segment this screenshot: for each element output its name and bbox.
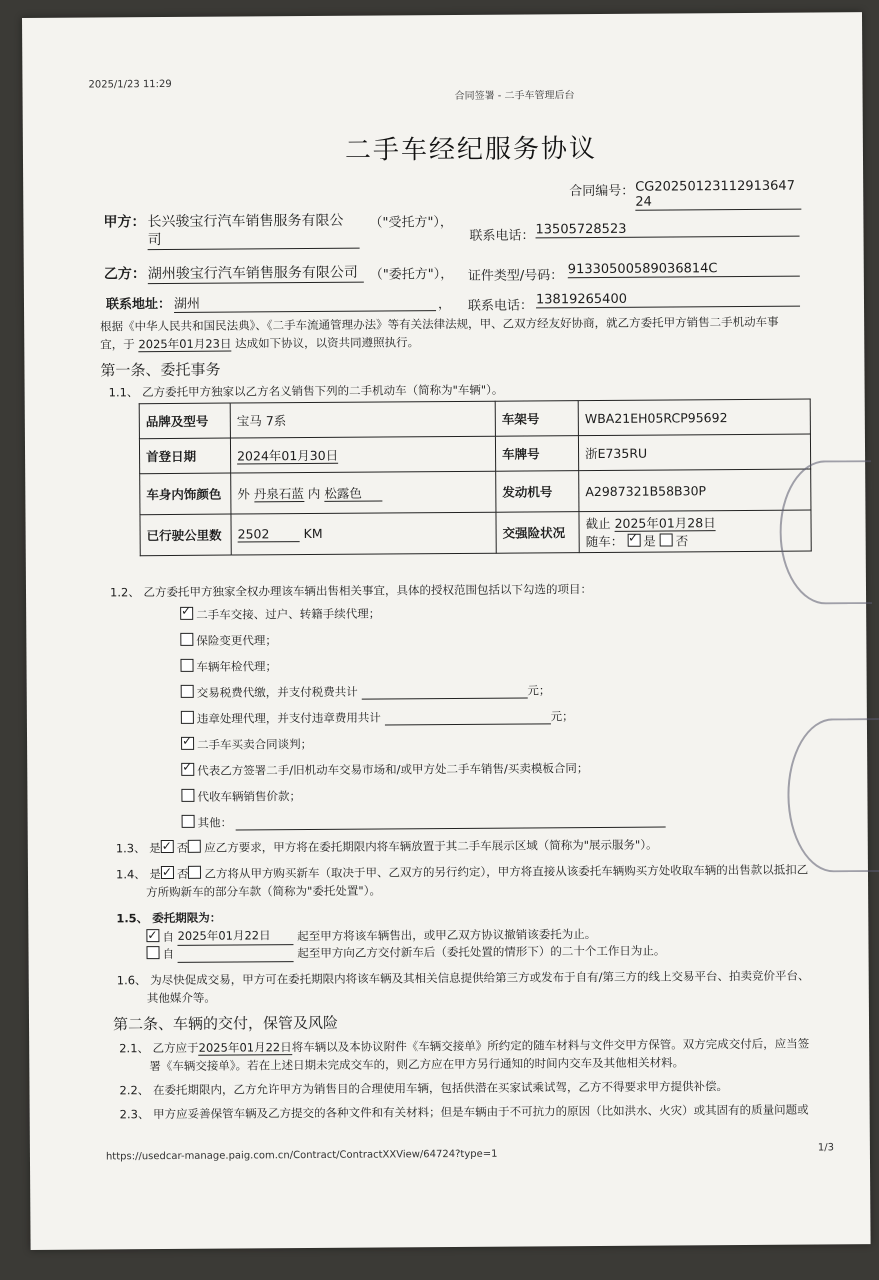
insurance-no-checkbox[interactable]	[660, 533, 673, 546]
party-a-name-line1: 长兴骏宝行汽车销售服务有限公	[147, 212, 344, 231]
auth-item-label: 二手车买卖合同谈判；	[197, 736, 313, 752]
party-a-name-line2: 司	[147, 228, 359, 250]
brand-label: 品牌及型号	[139, 403, 230, 439]
clause-2-1-text-b: 将车辆以及本协议附件《车辆交接单》所约定的随车材料与文件交甲方保管。双方完成交付后，应当签	[291, 1036, 810, 1055]
disposal-no-checkbox[interactable]	[188, 866, 201, 879]
company-seal-partial-2	[787, 718, 879, 873]
term-b-text: 起至甲方向乙方交付新车后（委托处置的情形下）的二十个工作日为止。	[297, 943, 666, 961]
insurance-yes-label: 是	[643, 533, 656, 549]
auth-item-label: 代收车辆销售价款；	[197, 789, 301, 804]
clause-2-3: 2.3、 甲方应妥善保管车辆及乙方提交的各种文件和有关材料；但是车辆由于不可抗力的原因（比如洪水、火灾）或其固有的质量问题或	[119, 1102, 809, 1122]
company-seal-partial	[779, 460, 872, 605]
clause-1-3-no-label: 否	[176, 840, 189, 855]
footer-page-number: 1/3	[817, 1142, 835, 1154]
term-a-text: 起至甲方将该车辆售出，或甲乙双方协议撤销该委托为止。	[297, 927, 597, 944]
clause-1-4-no-label: 否	[176, 866, 189, 881]
footer-url: https://usedcar-manage.paig.com.cn/Contract/ContractXXView/64724?type=1	[105, 1148, 498, 1163]
vin-value: WBA21EH05RCP95692	[578, 399, 810, 436]
party-b-address: 湖州	[174, 291, 436, 313]
party-a-label: 甲方：	[103, 214, 146, 231]
term-b-checkbox[interactable]	[146, 946, 159, 959]
clause-2-1	[119, 1035, 809, 1058]
auth-item-checkbox[interactable]	[181, 789, 194, 802]
term-b-date-blank[interactable]	[178, 961, 294, 963]
engine-value: A2987321B58B30P	[579, 469, 811, 512]
mileage-label: 已行驶公里数	[140, 514, 231, 556]
reg-date-value: 2024年01月30日	[237, 447, 339, 464]
reg-date-label: 首登日期	[139, 438, 230, 474]
insurance-cell	[579, 510, 811, 553]
print-datetime: 2025/1/23 11:29	[88, 78, 172, 91]
section1-title: 第一条、委托事务	[100, 360, 221, 380]
party-b-phone: 13819265400	[536, 291, 800, 309]
auth-item-checkbox[interactable]	[181, 737, 194, 750]
auth-item-negotiation	[181, 736, 312, 753]
other-blank[interactable]	[236, 827, 666, 831]
tax-amount-unit: 元；	[527, 683, 551, 698]
auth-item-checkbox[interactable]	[180, 633, 193, 646]
auth-item-insurance	[180, 632, 277, 649]
clause-1-4-text: 乙方将从甲方购买新车（取决于甲、乙双方的另行约定），甲方将直接从该委托车辆购买方处收取车辆的出售款以抵扣乙	[204, 862, 809, 881]
reg-date-cell	[230, 436, 495, 473]
clause-2-2: 2.2、 在委托期限内，乙方允许甲方为销售目的合理使用车辆，包括供潜在买家试乘试驾，乙方不得要求甲方提供补偿。	[119, 1079, 728, 1098]
handover-date: 2025年01月22日	[198, 1040, 292, 1055]
preamble-text-a: 宜，于	[100, 337, 135, 352]
display-yes-checkbox[interactable]	[161, 840, 174, 853]
contract-no-label: 合同编号：	[569, 183, 635, 200]
clause-2-1-text-a: 2.1、 乙方应于	[119, 1040, 199, 1056]
party-b-id-label: 证件类型/号码：	[467, 268, 564, 284]
insurance-yes-checkbox[interactable]	[627, 534, 640, 547]
auth-item-label: 其他：	[197, 815, 233, 830]
party-b-id-value: 91330500589036814C	[568, 261, 800, 279]
color-label: 车身内饰颜色	[140, 473, 231, 515]
clause-1-5-title: 1.5、 委托期限为：	[116, 910, 222, 926]
exterior-prefix: 外	[237, 486, 250, 502]
auth-item-transfer	[180, 606, 380, 623]
mileage-unit: KM	[303, 525, 323, 542]
clause-1-3: 1.3、 是✓ 否 应乙方要求，甲方将在委托期限内将车辆放置于其二手车展示区域（简称为"展示服务"）。	[116, 836, 658, 858]
interior-prefix: 内	[307, 485, 321, 502]
term-a-from-label: 自	[162, 929, 174, 945]
auth-item-label: 代表乙方签署二手/旧机动车交易市场和/或甲方处二手车销售/买卖模板合同；	[197, 761, 589, 778]
auth-item-checkbox[interactable]	[181, 711, 194, 724]
clause-1-1: 1.1、 乙方委托甲方独家以乙方名义销售下列的二手机动车（简称为"车辆"）。	[108, 382, 504, 400]
clause-2-1-line2: 署《车辆交接单》。若在上述日期未完成交车的，则乙方应在甲方另行通知的时间内交车及其他相关材料。	[149, 1055, 685, 1074]
insurance-label: 交强险状况	[496, 512, 579, 554]
disposal-yes-checkbox[interactable]	[161, 866, 174, 879]
print-site-title: 合同签署 - 二手车管理后台	[454, 90, 575, 102]
party-b-name: 湖州骏宝行汽车销售服务有限公司	[148, 262, 364, 285]
clause-1-6-line2: 其他媒介等。	[146, 990, 216, 1006]
auth-item-inspection	[180, 658, 277, 675]
party-a-role: （"受托方"），	[369, 214, 453, 231]
party-b-address-label: 联系地址：	[105, 296, 172, 313]
violation-amount-unit: 元；	[550, 709, 574, 724]
insurance-prefix: 截止	[585, 515, 611, 532]
auth-item-checkbox[interactable]	[181, 685, 194, 698]
insurance-no-label: 否	[675, 533, 689, 549]
clause-1-3-yes-label: 是	[149, 841, 161, 856]
auth-item-label: 二手车交接、过户、转籍手续代理；	[196, 606, 381, 622]
violation-amount-blank[interactable]	[385, 723, 551, 725]
auth-item-label: 交易税费代缴，并支付税费共计	[196, 684, 358, 700]
auth-item-violation	[181, 708, 574, 727]
clause-1-4: 1.4、 是✓ 否 乙方将从甲方购买新车（取决于甲、乙双方的另行约定），甲方将直接从该委托车辆购买方处收取车辆的出售款以抵扣乙	[116, 861, 808, 884]
clause-1-6-line1: 1.6、 为尽快促成交易，甲方可在委托期限内将该车辆及其相关信息提供给第三方或发布于自有/第三方的线上交易平台、拍卖竞价平台、	[116, 968, 810, 988]
auth-item-other	[182, 812, 666, 831]
exterior-color: 丹泉石蓝	[253, 486, 304, 502]
clause-1-4-yes-label: 是	[149, 867, 161, 882]
party-a-phone: 13505728523	[535, 221, 799, 239]
party-b-phone-label: 联系电话：	[467, 298, 534, 314]
preamble-line2	[100, 333, 419, 353]
party-b-role: （"委托方"），	[369, 266, 454, 283]
brand-value: 宝马 7系	[230, 401, 495, 438]
auth-item-label: 违章处理代理，并支付违章费用共计	[196, 710, 381, 726]
auth-item-collect-payment	[181, 788, 301, 805]
party-b-address-comma: ，	[437, 297, 452, 313]
auth-item-label: 保险变更代理；	[196, 633, 277, 648]
engine-label: 发动机号	[496, 471, 579, 513]
mileage-cell	[231, 512, 496, 555]
section2-title: 第二条、车辆的交付，保管及风险	[112, 1013, 339, 1034]
auth-item-label: 车辆年检代理；	[196, 659, 278, 674]
auth-item-sign-contract	[181, 760, 588, 779]
vin-label: 车架号	[495, 401, 578, 437]
clause-1-4-line2: 方所购新车的部分车款（简称为"委托处置"）。	[146, 883, 381, 900]
with-car-label: 随车：	[585, 533, 624, 550]
party-a-phone-label: 联系电话：	[469, 228, 535, 244]
interior-color: 松露色	[324, 485, 382, 501]
document-title: 二手车经纪服务协议	[344, 133, 598, 166]
display-no-checkbox[interactable]	[188, 840, 201, 853]
term-b-from-label: 自	[162, 946, 175, 962]
contract-no-value: CG20250123112913647​24	[635, 179, 801, 211]
insurance-date: 2025年01月28日	[614, 515, 716, 531]
term-start-date: 2025年01月22日	[178, 926, 294, 946]
preamble-line1: 根据《中华人民共和国民法典》、《二手车流通管理办法》等有关法律法规，甲、乙双方经友好协商，就乙方委托甲方销售二手机动车事	[100, 314, 779, 334]
tax-amount-blank[interactable]	[361, 697, 527, 699]
auth-item-checkbox[interactable]	[181, 763, 194, 776]
preamble-date: 2025年01月23日	[138, 336, 232, 352]
contract-page	[22, 12, 871, 1250]
preamble-text-b: 达成如下协议，以资共同遵照执行。	[235, 335, 420, 351]
clause-1-5-option-b	[146, 942, 665, 964]
auth-item-tax	[181, 682, 551, 701]
plate-value: 浙E735RU	[578, 434, 810, 471]
term-a-checkbox[interactable]	[146, 929, 159, 942]
vehicle-info-table	[139, 399, 812, 557]
clause-1-3-text: 应乙方要求，甲方将在委托期限内将车辆放置于其二手车展示区域（简称为"展示服务"）。	[204, 837, 658, 855]
plate-label: 车牌号	[495, 436, 578, 472]
mileage-value: 2502	[238, 526, 300, 542]
auth-item-checkbox[interactable]	[180, 607, 193, 620]
auth-item-checkbox[interactable]	[180, 659, 193, 672]
party-b-label: 乙方：	[103, 266, 146, 283]
clause-1-2: 1.2、 乙方委托甲方独家全权办理该车辆出售相关事宜，具体的授权范围包括以下勾选的项目：	[109, 582, 593, 600]
color-cell	[231, 471, 496, 514]
auth-item-checkbox[interactable]	[182, 815, 195, 828]
